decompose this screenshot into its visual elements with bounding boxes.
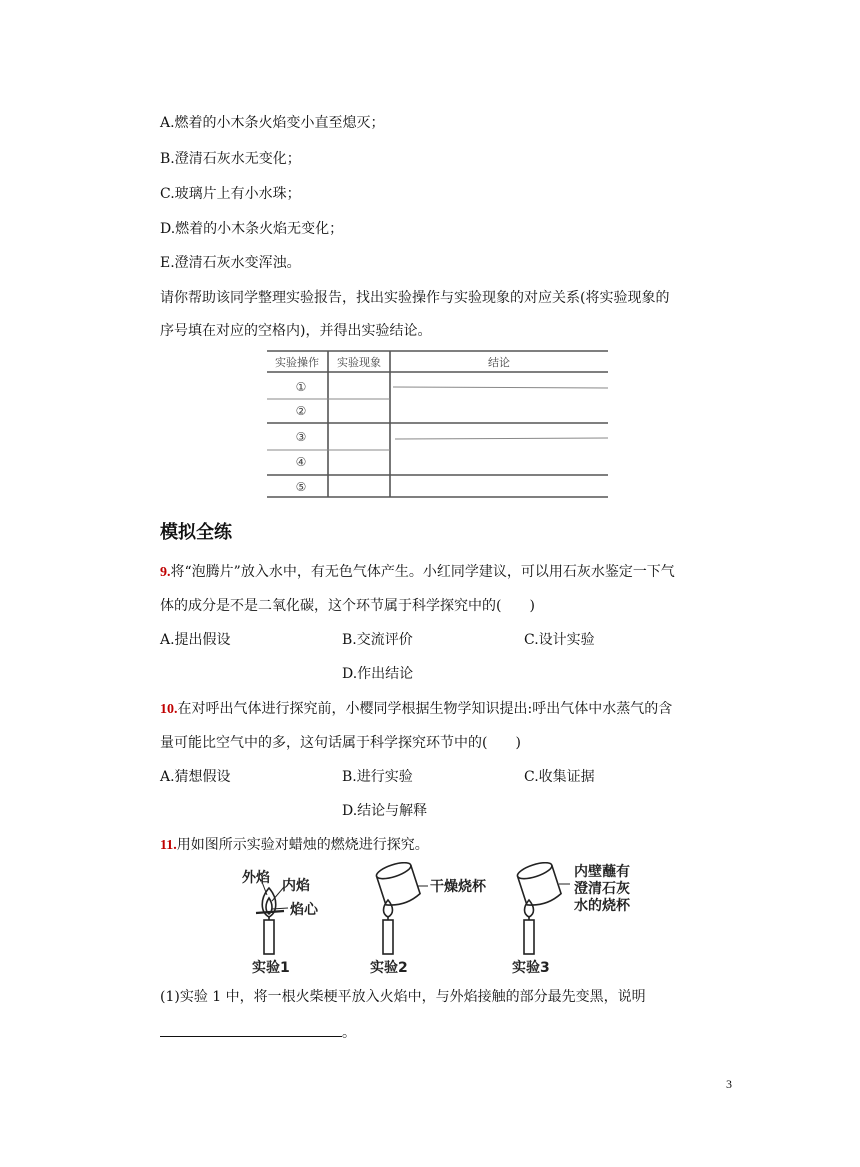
q10-option-c: C.收集证据: [524, 769, 595, 785]
row-label-2: ②: [295, 404, 307, 418]
q10-line-1: [160, 699, 672, 720]
candle-experiment-figure: [238, 862, 648, 977]
q9-option-c: C.设计实验: [524, 632, 595, 648]
instruction-line-1: 请你帮助该同学整理实验报告，找出实验操作与实验现象的对应关系(将实验现象的: [160, 290, 670, 306]
q9-option-a: A.提出假设: [160, 632, 231, 648]
q9-line-2: 体的成分是不是二氧化碳，这个环节属于科学探究中的( ): [160, 598, 535, 614]
row-label-4: ④: [295, 455, 307, 469]
q10-option-a: A.猜想假设: [160, 769, 231, 785]
caption-exp2: 实验2: [370, 960, 408, 976]
phenomenon-b: B.澄清石灰水无变化；: [160, 151, 301, 167]
phenomenon-e: E.澄清石灰水变浑浊。: [160, 255, 301, 271]
label-flame-core: 焰心: [290, 902, 318, 918]
header-operation: 实验操作: [275, 356, 319, 369]
q10-option-d: D.结论与解释: [342, 803, 428, 819]
q10-option-b: B.进行实验: [342, 769, 413, 785]
q9-option-d: D.作出结论: [342, 666, 414, 682]
header-phenomenon: 实验现象: [337, 356, 381, 369]
q11-sub1-line-2: [160, 1021, 356, 1043]
phenomenon-a: A.燃着的小木条火焰变小直至熄灭；: [160, 115, 385, 131]
q11-line-1: [160, 835, 429, 856]
q9-number: 9.: [160, 565, 171, 580]
label-dry-beaker: 干燥烧杯: [430, 879, 486, 895]
phenomenon-c: C.玻璃片上有小水珠；: [160, 186, 301, 202]
q9-option-b: B.交流评价: [342, 632, 413, 648]
q9-text-1: 将“泡腾片”放入水中，有无色气体产生。小红同学建议，可以用石灰水鉴定一下气: [170, 564, 675, 580]
report-table: [265, 347, 610, 502]
label-limewater-beaker-1: 内壁蘸有: [574, 864, 630, 880]
section-heading: 模拟全练: [160, 522, 232, 543]
q10-line-2: 量可能比空气中的多，这句话属于科学探究环节中的( ): [160, 735, 521, 751]
q10-number: 10.: [160, 702, 178, 717]
label-inner-flame: 内焰: [282, 878, 310, 894]
phenomenon-d: D.燃着的小木条火焰无变化；: [160, 221, 344, 237]
row-label-1: ①: [295, 380, 307, 394]
answer-blank[interactable]: [160, 1021, 342, 1037]
label-limewater-beaker-3: 水的烧杯: [574, 898, 630, 914]
caption-exp3: 实验3: [512, 960, 550, 976]
q9-line-1: [160, 562, 675, 583]
header-conclusion: 结论: [488, 356, 510, 369]
blank-end-mark: 。: [342, 1025, 356, 1041]
caption-exp1: 实验1: [252, 960, 290, 976]
page-number: 3: [726, 1077, 732, 1091]
q10-text-1: 在对呼出气体进行探究前，小樱同学根据生物学知识提出:呼出气体中水蒸气的含: [177, 701, 673, 717]
q11-text: 用如图所示实验对蜡烛的燃烧进行探究。: [176, 837, 429, 853]
row-label-3: ③: [295, 430, 307, 444]
q11-sub1-line-1: (1)实验 1 中，将一根火柴梗平放入火焰中，与外焰接触的部分最先变黑，说明: [160, 989, 646, 1005]
q11-number: 11.: [160, 838, 177, 853]
label-limewater-beaker-2: 澄清石灰: [574, 881, 630, 897]
label-outer-flame: 外焰: [242, 870, 270, 886]
instruction-line-2: 序号填在对应的空格内)，并得出实验结论。: [160, 323, 432, 339]
row-label-5: ⑤: [295, 480, 307, 494]
